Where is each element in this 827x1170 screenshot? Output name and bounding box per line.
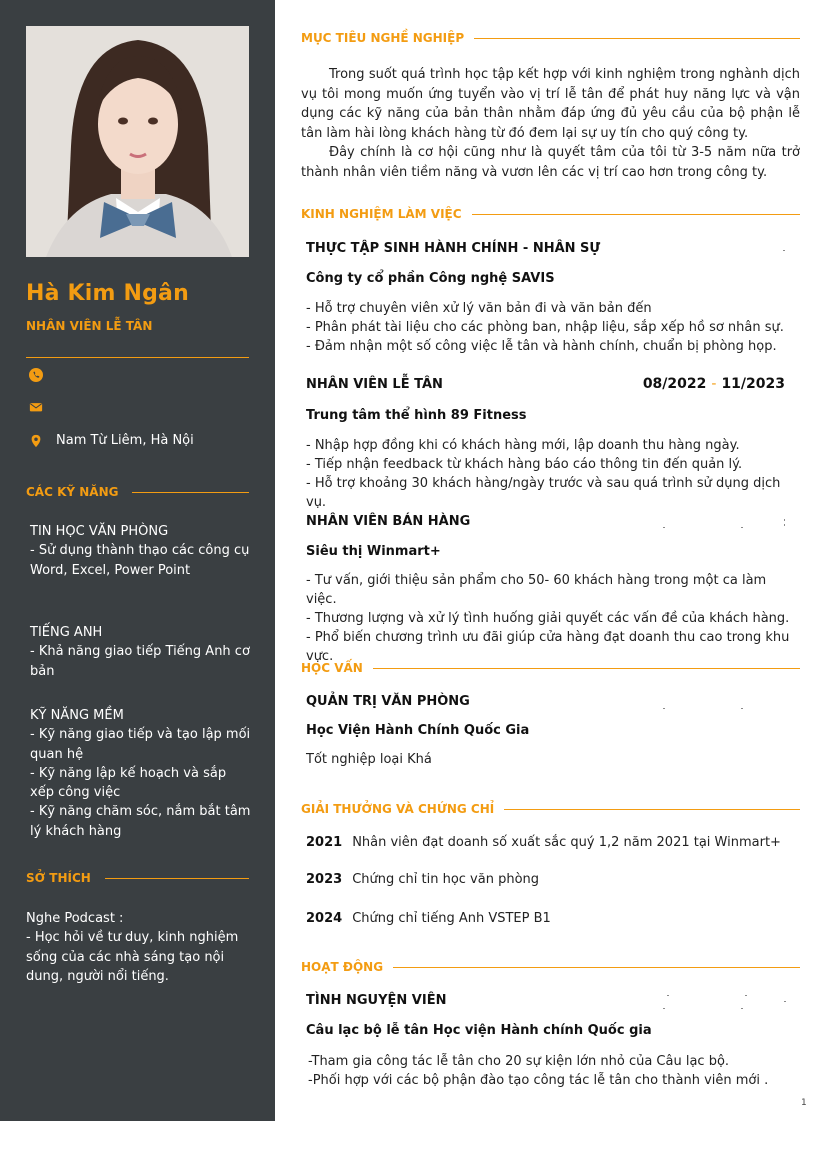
portrait-illustration xyxy=(26,26,249,257)
job-bullet: - Nhập hợp đồng khi có khách hàng mới, lập doanh thu hàng ngày. xyxy=(306,438,740,453)
education-result: Tốt nghiệp loại Khá xyxy=(306,752,432,767)
hobby-block xyxy=(26,909,252,986)
skill-text: - Khả năng giao tiếp Tiếng Anh cơ bản xyxy=(30,644,250,679)
award-text: Nhân viên đạt doanh số xuất sắc quý 1,2 năm 2021 tại Winmart+ xyxy=(352,835,781,850)
activity-bullets xyxy=(308,1052,802,1090)
page-number: 1 xyxy=(801,1098,807,1108)
hobby-heading: SỞ THÍCH xyxy=(26,871,249,885)
award-year: 2023 xyxy=(306,872,343,887)
skill-line: - Kỹ năng chăm sóc, nắm bắt tâm lý khách hàng xyxy=(30,804,251,839)
hobby-text: - Học hỏi về tư duy, kinh nghiệm sống của các nhà sáng tạo nội dung, người nổi tiếng. xyxy=(26,930,239,984)
hobby-title: Nghe Podcast : xyxy=(26,911,124,926)
activity-bullet: -Tham gia công tác lễ tân cho 20 sự kiện lớn nhỏ của Câu lạc bộ. xyxy=(308,1054,730,1069)
activity-bullet: -Phối hợp với các bộ phận đào tạo công tác lễ tân cho thành viên mới . xyxy=(308,1073,769,1088)
job-bullet: - Phân phát tài liệu cho các phòng ban, nhập liệu, sắp xếp hồ sơ nhân sự. xyxy=(306,320,784,335)
skill-english xyxy=(30,623,252,681)
skill-office xyxy=(30,522,252,580)
job-bullet: - Tiếp nhận feedback từ khách hàng báo cáo thông tin đến quản lý. xyxy=(306,457,743,472)
activities-heading: HOẠT ĐỘNG xyxy=(301,960,800,974)
skill-title: TIN HỌC VĂN PHÒNG xyxy=(30,524,169,539)
award-item xyxy=(306,835,781,850)
objective-paragraph: Đây chính là cơ hội cũng như là quyết tâm của tôi từ 3-5 năm nữa trở thành nhân viên tiềm năng và vươn lên các vị trí cao hơn trong công ty. xyxy=(301,145,800,180)
location-pin-icon xyxy=(29,434,43,448)
job-date-sep: - xyxy=(711,376,717,392)
experience-heading: KINH NGHIỆM LÀM VIỆC xyxy=(301,207,800,221)
skill-line: - Kỹ năng lập kế hoạch và sắp xếp công việc xyxy=(30,765,227,801)
job-title: NHÂN VIÊN LỄ TÂN xyxy=(306,377,443,392)
address-text: Nam Từ Liêm, Hà Nội xyxy=(56,433,194,448)
job-org: Siêu thị Winmart+ xyxy=(306,544,441,559)
award-text: Chứng chỉ tiếng Anh VSTEP B1 xyxy=(352,911,551,926)
job-date-end: 11/2023 xyxy=(721,376,785,392)
contact-address xyxy=(29,433,194,448)
awards-heading: GIẢI THƯỞNG VÀ CHỨNG CHỈ xyxy=(301,802,800,816)
job-title: NHÂN VIÊN BÁN HÀNG xyxy=(306,514,471,529)
award-item xyxy=(306,911,551,926)
skill-text: - Sử dụng thành thạo các công cụ Word, Excel, Power Point xyxy=(30,543,250,578)
skill-line: - Kỹ năng giao tiếp và tạo lập mối quan hệ xyxy=(30,727,251,762)
profile-role: NHÂN VIÊN LỄ TÂN xyxy=(26,319,153,333)
award-text: Chứng chỉ tin học văn phòng xyxy=(352,872,540,887)
profile-photo xyxy=(26,26,249,257)
job-org: Trung tâm thể hình 89 Fitness xyxy=(306,408,527,423)
award-year: 2024 xyxy=(306,911,343,926)
contact-phone xyxy=(29,368,56,382)
job-title: THỰC TẬP SINH HÀNH CHÍNH - NHÂN SỰ xyxy=(306,241,601,256)
job-bullets xyxy=(306,436,800,512)
job-bullet: - Thương lượng và xử lý tình huống giải quyết các vấn đề của khách hàng. xyxy=(306,611,790,626)
contact-email xyxy=(29,400,56,414)
objective-text xyxy=(301,65,800,182)
award-year: 2021 xyxy=(306,835,343,850)
sidebar-divider xyxy=(26,357,249,358)
education-heading: HỌC VẤN xyxy=(301,661,800,675)
job-bullet: - Phổ biến chương trình ưu đãi giúp cửa hàng đạt doanh thu cao trong khu vực. xyxy=(306,630,790,664)
skill-title: TIẾNG ANH xyxy=(30,625,103,640)
job-bullet: - Đảm nhận một số công việc lễ tân và hành chính, chuẩn bị phòng họp. xyxy=(306,339,777,354)
activity-title: TÌNH NGUYỆN VIÊN xyxy=(306,993,447,1008)
education-school: Học Viện Hành Chính Quốc Gia xyxy=(306,723,530,738)
activity-org: Câu lạc bộ lễ tân Học viện Hành chính Quốc gia xyxy=(306,1023,652,1038)
job-bullet: - Hỗ trợ chuyên viên xử lý văn bản đi và văn bản đến xyxy=(306,301,652,316)
job-bullet: - Tư vấn, giới thiệu sản phẩm cho 50- 60 khách hàng trong một ca làm việc. xyxy=(306,573,767,607)
objective-paragraph: Trong suốt quá trình học tập kết hợp với kinh nghiệm trong nghành dịch vụ tôi mong muốn ứng tuyển vào vị trí lễ tân để phát huy năng lực và vận dụng các kỹ năng của bản thân nhằm đáp ứng đủ yêu cầu của bộ phận lễ tân làm hài lòng khách hàng từ đó đem lại sự uy tín cho quý công ty. xyxy=(301,67,800,141)
job-date-start: 08/2022 xyxy=(642,376,707,392)
skill-soft xyxy=(30,706,252,841)
skills-heading: CÁC KỸ NĂNG xyxy=(26,485,249,499)
award-item xyxy=(306,872,539,887)
skill-title: KỸ NĂNG MỀM xyxy=(30,708,124,723)
phone-icon xyxy=(29,368,43,382)
job-bullets xyxy=(306,571,800,666)
job-org: Công ty cổ phần Công nghệ SAVIS xyxy=(306,271,555,286)
education-major: QUẢN TRỊ VĂN PHÒNG xyxy=(306,694,470,709)
job-date xyxy=(643,376,785,392)
job-bullet: - Hỗ trợ khoảng 30 khách hàng/ngày trước và sau quá trình sử dụng dịch vụ. xyxy=(306,476,781,510)
objective-heading: MỤC TIÊU NGHỀ NGHIỆP xyxy=(301,31,800,45)
profile-name: Hà Kim Ngân xyxy=(26,281,189,306)
job-bullets xyxy=(306,299,800,356)
mail-icon xyxy=(29,400,43,414)
sidebar xyxy=(0,0,275,1121)
